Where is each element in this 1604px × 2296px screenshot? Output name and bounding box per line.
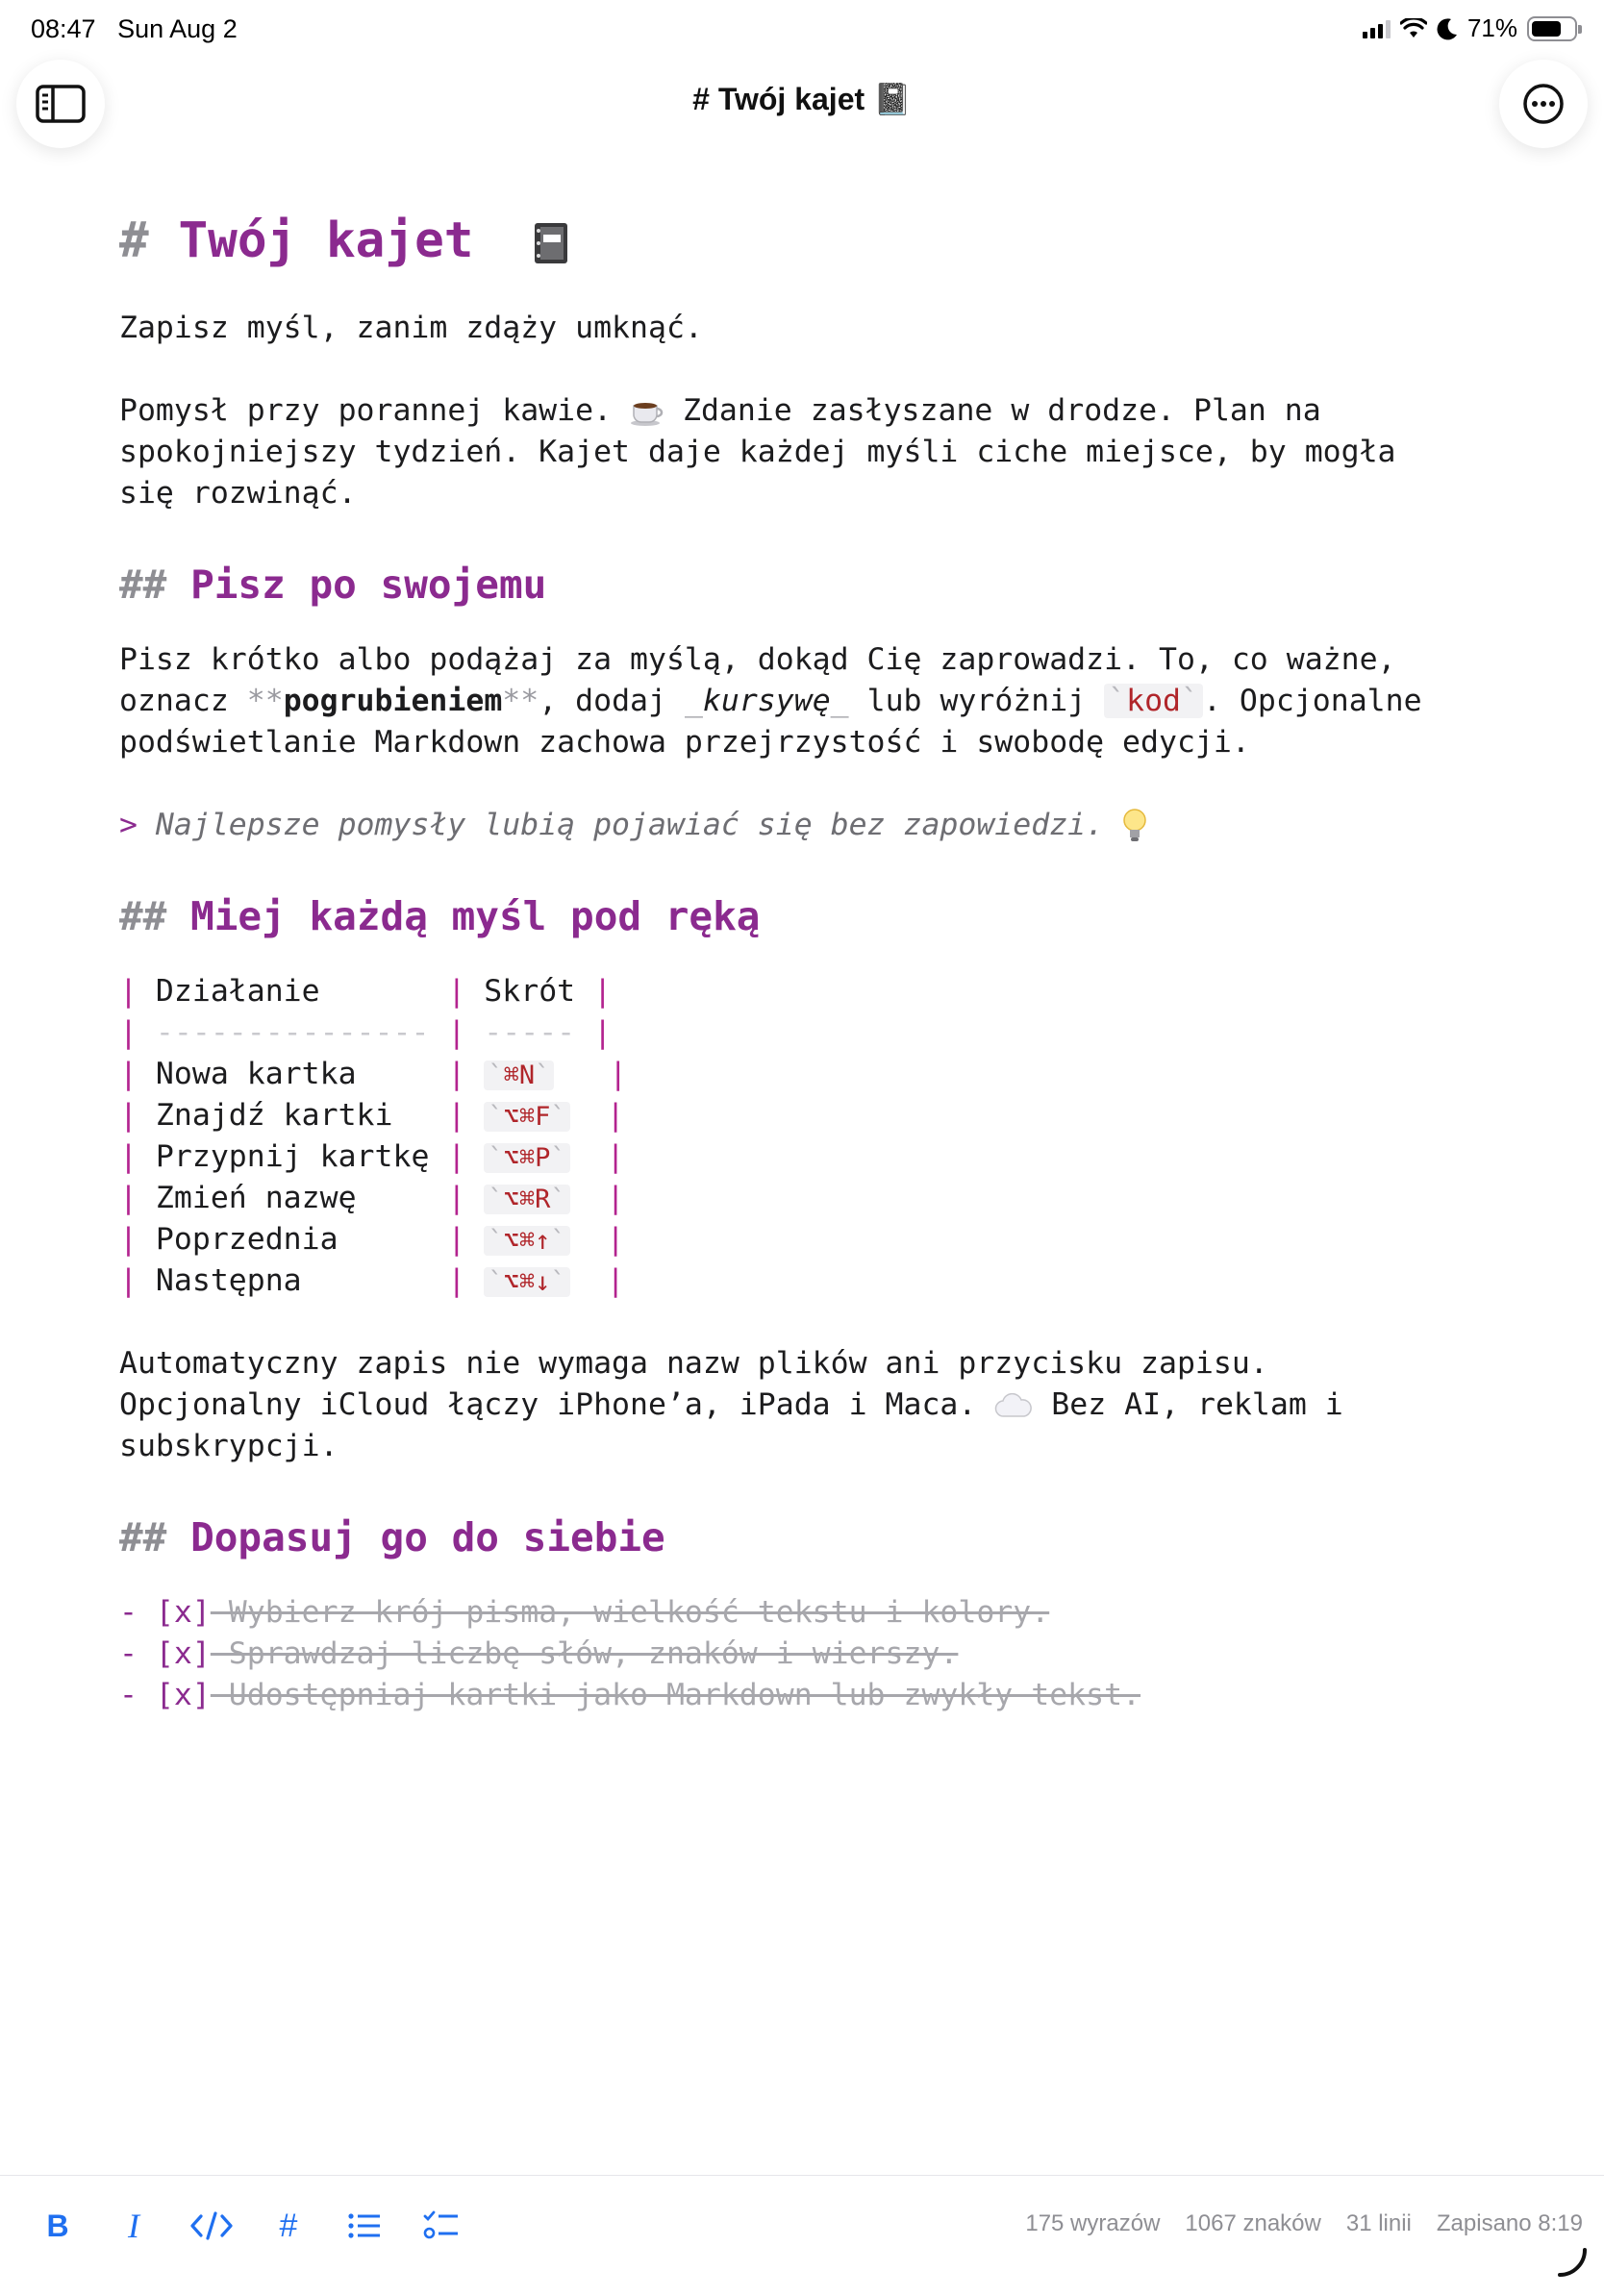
shortcut-code: [484, 1226, 569, 1256]
word-count: 175 wyrazów: [1025, 2210, 1161, 2236]
table-pipe: |: [606, 1098, 625, 1133]
text-span: Opcjonalny iCloud łączy iPhone’a, iPada i Maca.: [119, 1387, 995, 1422]
task-item[interactable]: [119, 1634, 1485, 1675]
table-pipe: |: [606, 1222, 625, 1257]
heading-marker: ##: [119, 562, 167, 608]
more-button[interactable]: [1499, 60, 1588, 148]
table-pipe: |: [447, 974, 466, 1009]
table-pipe: |: [593, 1015, 613, 1050]
table-pipe: |: [119, 1181, 138, 1215]
battery-icon: [1527, 16, 1577, 41]
quote-marker: >: [119, 808, 138, 842]
status-bar: [0, 0, 1604, 62]
bold-marker: **: [502, 684, 539, 718]
paragraph-line: Automatyczny zapis nie wymaga nazw plików ani przycisku zapisu.: [119, 1346, 1268, 1381]
char-count: 1067 znaków: [1185, 2210, 1321, 2236]
code-tick: `: [488, 1267, 504, 1297]
shortcut-code: [484, 1102, 569, 1132]
task-checkbox[interactable]: - [x]: [119, 1636, 211, 1671]
table-row: [119, 1095, 1485, 1136]
table-pipe: |: [609, 1057, 628, 1091]
paragraph-line: się rozwinąć.: [119, 476, 357, 511]
inline-code: [1104, 684, 1203, 718]
table-pipe: |: [447, 1098, 466, 1133]
paragraph-line: Pisz krótko albo podążaj za myślą, dokąd Cię zaprowadzi. To, co ważne,: [119, 642, 1396, 677]
text-span: oznacz: [119, 684, 247, 718]
code-tick: `: [550, 1102, 566, 1132]
list-button[interactable]: [338, 2199, 391, 2253]
paragraph-line: [119, 681, 1485, 722]
checklist-icon: [423, 2210, 460, 2241]
paragraph-line: podświetlanie Markdown zachowa przejrzystość i swobodę edycji.: [119, 725, 1250, 760]
table-row: [119, 1219, 1485, 1260]
table-pipe: |: [447, 1181, 466, 1215]
table-pipe: |: [606, 1181, 625, 1215]
code-tick: `: [488, 1226, 504, 1256]
code-icon: [189, 2210, 234, 2241]
task-item[interactable]: [119, 1592, 1485, 1634]
heading-1: [119, 202, 1485, 281]
text-span: Pomysł przy porannej kawie.: [119, 393, 631, 428]
table-row: [119, 1054, 1485, 1095]
notebook-icon: [533, 221, 569, 265]
markdown-editor[interactable]: [119, 202, 1485, 1716]
table-cell: Znajdź kartki: [137, 1098, 448, 1133]
table-pipe: |: [119, 1139, 138, 1174]
bold-marker: **: [246, 684, 284, 718]
status-indicators: [1363, 13, 1577, 43]
paragraph-line: Zapisz myśl, zanim zdąży umknąć.: [119, 311, 703, 345]
table-pipe: |: [119, 1015, 138, 1050]
task-list: [119, 1592, 1485, 1716]
shortcut-text: ⌥⌘↑: [503, 1226, 551, 1256]
format-toolbar: [0, 2175, 1604, 2296]
table-pipe: |: [119, 1098, 138, 1133]
heading-text: Pisz po swojemu: [190, 562, 547, 608]
code-tick: `: [1181, 684, 1199, 718]
heading-2: [119, 1506, 1485, 1569]
code-tick: `: [550, 1226, 566, 1256]
battery-percent: 71%: [1466, 13, 1517, 42]
table-cell: Działanie: [137, 974, 448, 1009]
code-tick: `: [488, 1061, 504, 1090]
shortcut-text: ⌥⌘R: [503, 1185, 551, 1214]
heading-marker: #: [119, 212, 149, 269]
task-item[interactable]: [119, 1675, 1485, 1716]
table-cell: Przypnij kartkę: [137, 1139, 448, 1174]
table-pipe: |: [447, 1057, 466, 1091]
text-span: . Opcjonalne: [1203, 684, 1422, 718]
cloud-icon: [994, 1393, 1033, 1418]
list-icon: [347, 2212, 382, 2239]
table-pipe: |: [606, 1263, 625, 1298]
text-span: Bez AI, reklam i: [1033, 1387, 1343, 1422]
coffee-icon: [630, 396, 664, 427]
paragraph-line: spokojniejszy tydzień. Kajet daje każdej myśli ciche miejsce, by mogła: [119, 435, 1396, 469]
italic-marker: _: [830, 684, 849, 718]
table-row: [119, 1260, 1485, 1302]
heading-marker: ##: [119, 893, 167, 939]
table-cell: -----: [465, 1015, 594, 1050]
shortcut-code: [484, 1143, 569, 1173]
text-span: lub wyróżnij: [848, 684, 1105, 718]
cellular-signal-icon: [1363, 19, 1391, 38]
status-date: Sun Aug 2: [117, 14, 238, 43]
code-tick: `: [535, 1061, 551, 1090]
task-checkbox[interactable]: - [x]: [119, 1678, 211, 1712]
heading-2: [119, 553, 1485, 616]
heading-marker: ##: [119, 1514, 167, 1560]
table-pipe: |: [447, 1263, 466, 1298]
shortcut-text: ⌥⌘F: [503, 1102, 551, 1132]
table-cell: Następna: [137, 1263, 448, 1298]
shortcut-text: ⌥⌘P: [503, 1143, 551, 1173]
code-tick: `: [550, 1267, 566, 1297]
shortcut-text: ⌘N: [503, 1061, 536, 1090]
table-row: [119, 1136, 1485, 1178]
table-pipe: |: [447, 1139, 466, 1174]
task-text: Wybierz krój pisma, wielkość tekstu i kolory.: [210, 1595, 1050, 1630]
table-pipe: |: [447, 1015, 466, 1050]
italic-marker: _: [684, 684, 703, 718]
table-row: [119, 1178, 1485, 1219]
task-text: Sprawdzaj liczbę słów, znaków i wierszy.: [210, 1636, 959, 1671]
table-cell: Zmień nazwę: [137, 1181, 448, 1215]
code-text: kod: [1126, 684, 1182, 718]
code-tick: `: [550, 1185, 566, 1214]
task-checkbox[interactable]: - [x]: [119, 1595, 211, 1630]
paragraph-line: [119, 390, 1485, 432]
bold-text: pogrubieniem: [283, 684, 503, 718]
moon-icon: [1437, 17, 1458, 40]
code-tick: `: [488, 1102, 504, 1132]
text-span: Zdanie zasłyszane w drodze. Plan na: [664, 393, 1321, 428]
shortcut-code: [484, 1185, 569, 1214]
more-icon: [1522, 83, 1565, 125]
status-time: [31, 14, 238, 44]
quote-text: Najlepsze pomysły lubią pojawiać się bez zapowiedzi.: [137, 808, 1123, 842]
text-span: , dodaj: [539, 684, 685, 718]
table-pipe: |: [119, 974, 138, 1009]
heading-text: Dopasuj go do siebie: [190, 1514, 665, 1560]
italic-button[interactable]: I: [128, 2207, 139, 2245]
heading-text: Miej każdą myśl pod ręką: [190, 893, 761, 939]
saved-time: Zapisano 8:19: [1436, 2210, 1583, 2236]
table-header-row: [119, 971, 1485, 1012]
table-cell: Poprzednia: [137, 1222, 448, 1257]
table-separator-row: [119, 1012, 1485, 1054]
note-title: # Twój kajet 📓: [692, 82, 912, 116]
heading-button[interactable]: #: [279, 2207, 298, 2244]
code-tick: `: [1108, 684, 1127, 718]
code-tick: `: [488, 1143, 504, 1173]
paragraph-line: [119, 1385, 1485, 1426]
shortcut-code: [484, 1061, 554, 1090]
table-cell: Nowa kartka: [137, 1057, 448, 1091]
resize-corner-icon: [1556, 2246, 1589, 2279]
battery-level: [1532, 21, 1561, 37]
table-cell: ---------------: [137, 1015, 448, 1050]
blockquote: [119, 805, 1485, 846]
table-pipe: |: [119, 1057, 138, 1091]
table-pipe: |: [119, 1222, 138, 1257]
table-pipe: |: [447, 1222, 466, 1257]
heading-2: [119, 885, 1485, 948]
italic-text: kursywę: [702, 684, 831, 718]
table-pipe: |: [593, 974, 613, 1009]
code-button[interactable]: [185, 2199, 238, 2253]
table-pipe: |: [606, 1139, 625, 1174]
shortcut-code: [484, 1267, 569, 1297]
lightbulb-icon: [1122, 809, 1147, 843]
task-text: Udostępniaj kartki jako Markdown lub zwykły tekst.: [210, 1678, 1141, 1712]
line-count: 31 linii: [1345, 2210, 1412, 2236]
bold-button[interactable]: B: [46, 2208, 69, 2243]
shortcut-text: ⌥⌘↓: [503, 1267, 551, 1297]
heading-text: Twój kajet: [178, 212, 474, 269]
paragraph-line: subskrypcji.: [119, 1429, 338, 1463]
document-stats: [1025, 2210, 1583, 2237]
wifi-icon: [1400, 18, 1427, 39]
checklist-button[interactable]: [414, 2199, 468, 2253]
table-cell: Skrót: [465, 974, 594, 1009]
markdown-table: [119, 971, 1485, 1302]
code-tick: `: [488, 1185, 504, 1214]
table-pipe: |: [119, 1263, 138, 1298]
code-tick: `: [550, 1143, 566, 1173]
status-clock: 08:47: [31, 14, 96, 43]
